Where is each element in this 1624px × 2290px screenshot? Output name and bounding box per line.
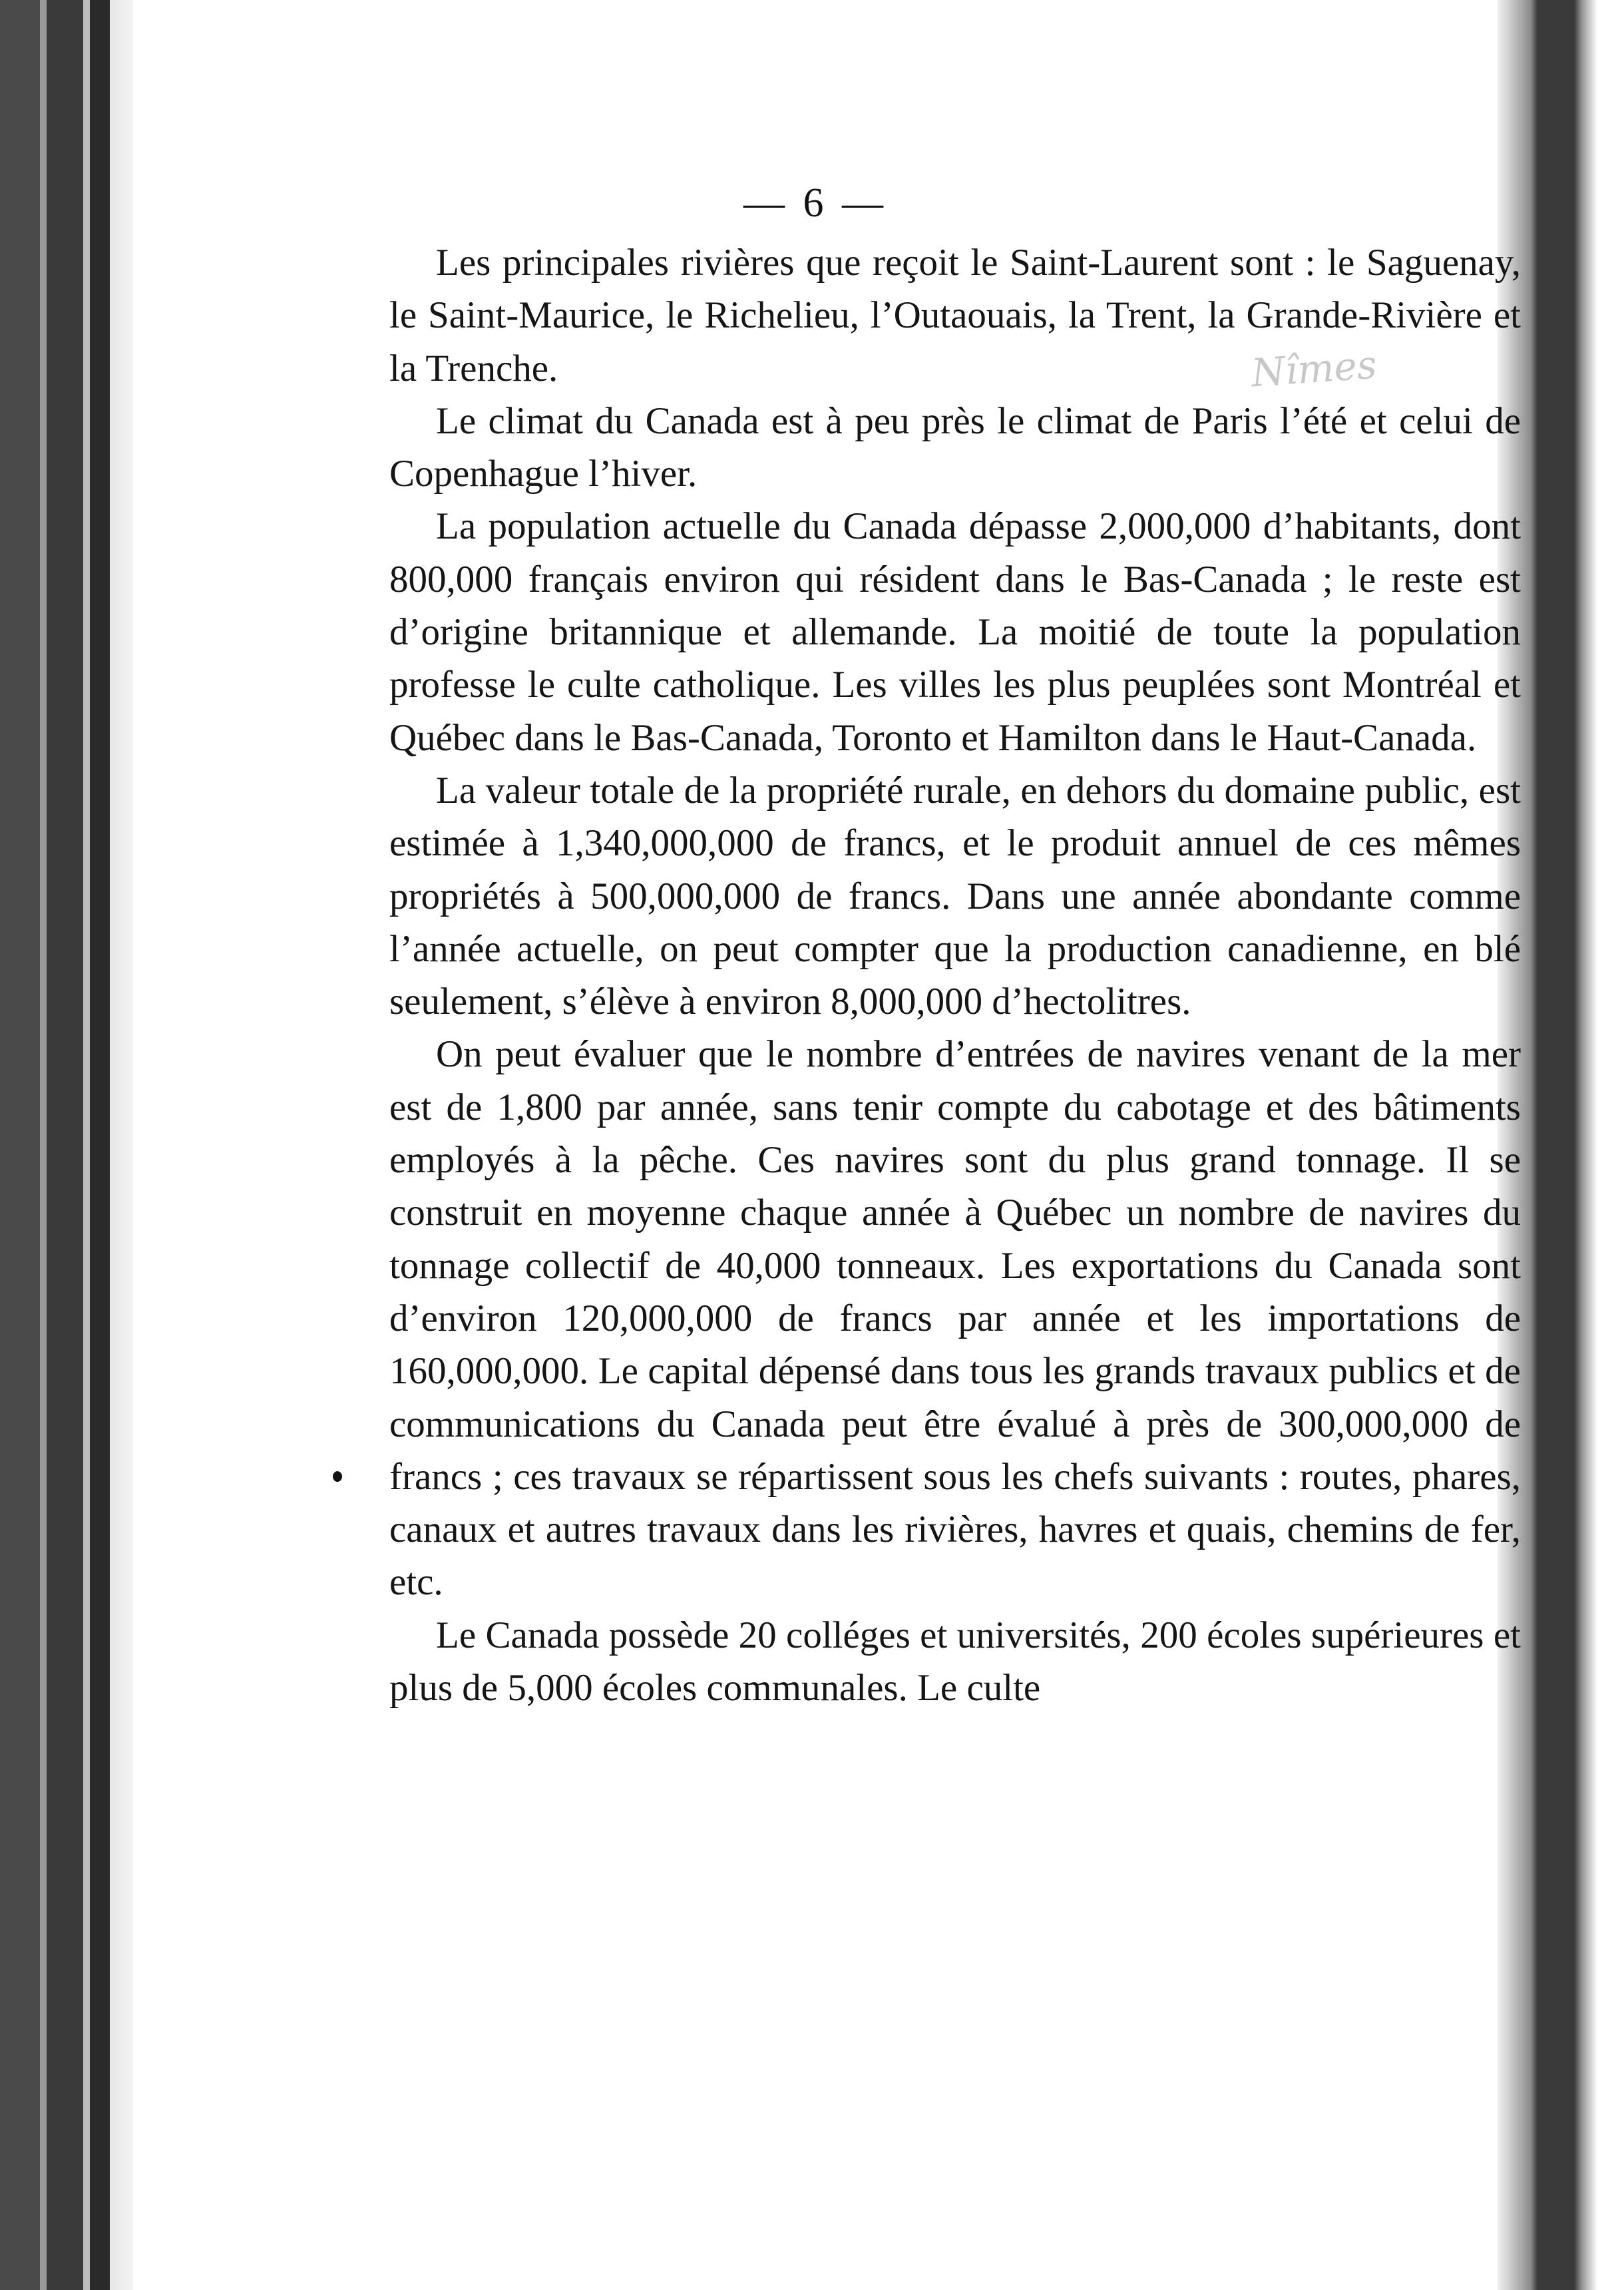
paragraph-population: La population actuelle du Canada dépasse 2,000,000 d’habitants, dont 800,000 français environ qui résident dans le Bas-Canada ; le reste est d’origine britannique et allemande. La moitié de toute la population professe le culte catholique. Les villes les plus peuplées sont Montréal et Québec dans le Bas-Canada, Toronto et Hamilton dans le Haut-Canada. <box>389 505 1521 759</box>
paragraph-property-value: La valeur totale de la propriété rurale, en dehors du domaine public, est estimée à 1,340,000,000 de francs, et le produit annuel de ces mêmes propriétés à 500,000,000 de francs. Dans une année abondante comme l’année actuelle, on peut compter que la production canadienne, en blé seulement, s’élève à environ 8,000,000 d’hectolitres. <box>389 769 1521 1023</box>
body-text <box>389 236 1521 1714</box>
book-page <box>133 20 1521 2270</box>
page-number: — 6 — <box>743 180 887 226</box>
handwritten-annotation: Nîmes <box>1249 342 1378 396</box>
paragraph-education: Le Canada possède 20 colléges et universités, 200 écoles supérieures et plus de 5,000 écoles communales. Le culte <box>389 1614 1521 1710</box>
paragraph-shipping-trade: On peut évaluer que le nombre d’entrées de navires venant de la mer est de 1,800 par année, sans tenir compte du cabotage et des bâtiments employés à la pêche. Ces navires sont du plus grand tonnage. Il se construit en moyenne chaque année à Québec un nombre de navires du tonnage collectif de 40,000 tonneaux. Les exportations du Canada sont d’environ 120,000,000 de francs par année et les importations de 160,000,000. Le capital dépensé dans tous les grands travaux publics et de communications du Canada peut être évalué à près de 300,000,000 de francs ; ces travaux se répartissent sous les chefs suivants : routes, phares, canaux et autres travaux dans les rivières, havres et quais, chemins de fer, etc. <box>389 1033 1521 1604</box>
scan-left-edge <box>0 0 133 2290</box>
paragraph-rivers: Les principales rivières que reçoit le Saint-Laurent sont : le Saguenay, le Saint-Maurice, le Richelieu, l’Outaouais, la Trent, la Grande-Rivière et la Trenche. <box>389 242 1521 389</box>
paragraph-climate: Le climat du Canada est à peu près le climat de Paris l’été et celui de Copenhague l’hiver. <box>389 399 1521 495</box>
ink-speck <box>333 1471 342 1482</box>
